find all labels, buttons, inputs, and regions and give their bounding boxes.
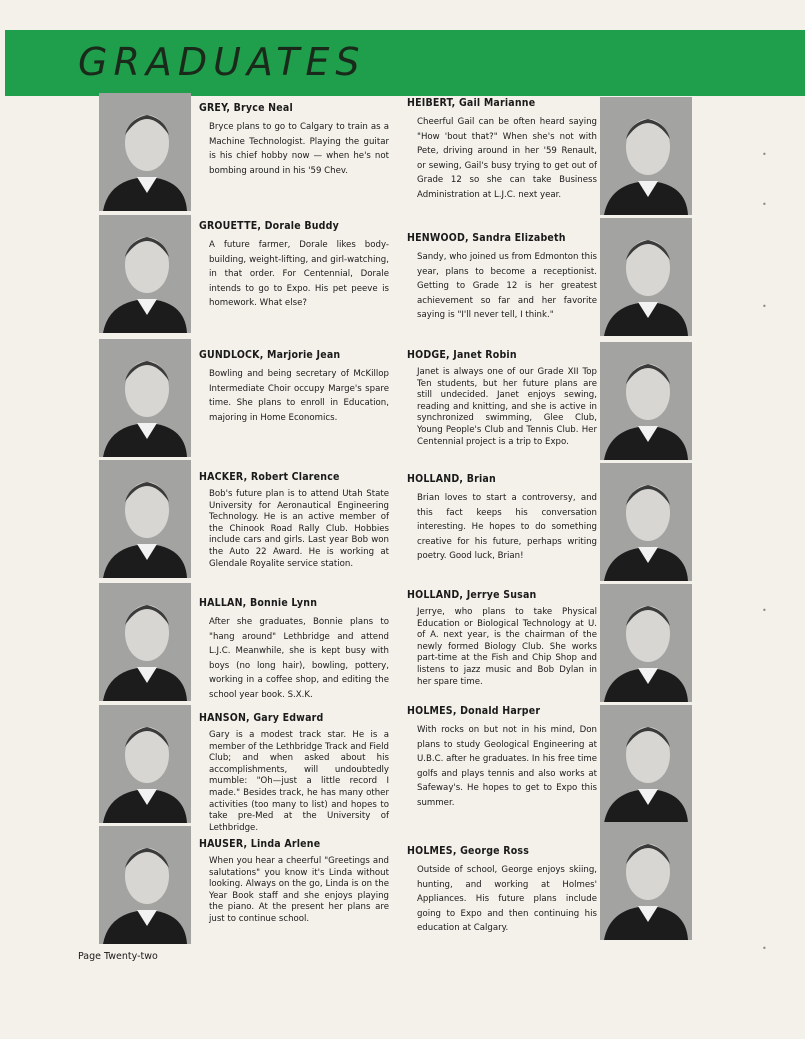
graduate-entry [407,589,597,688]
graduate-entry [199,838,389,926]
graduate-bio: When you hear a cheerful "Greetings and salutations" you know it's Linda without looking. Always on the go, Linda is on the Year Book staff and she enjoys playing the piano. At the present her plans are just to continue school. [209,856,389,924]
graduate-bio: Outside of school, George enjoys skiing, hunting, and working at Holmes' Appliances. His future plans include going to Expo and then continuing his education at Calgary. [417,865,597,933]
portrait-photo [99,705,191,823]
binding-dot-icon: • [762,302,767,311]
graduate-name: HEIBERT, Gail Marianne [407,97,536,109]
portrait-photo [600,218,692,336]
graduate-name: HODGE, Janet Robin [407,349,517,361]
portrait-photo [99,93,191,211]
graduate-bio: A future farmer, Dorale likes body-building, weight-lifting, and girl-watching, in that order. For Centennial, Dorale intends to go to Expo. His pet peeve is homework. What else? [209,240,389,308]
graduate-entry [407,845,597,936]
graduate-entry [407,232,597,323]
portrait-photo [99,339,191,457]
graduate-entry [199,102,389,178]
graduate-name: HOLMES, George Ross [407,845,530,857]
graduate-bio: Jerrye, who plans to take Physical Education or Biological Technology at U. of A. next year, is the chairman of the newly formed Biology Club. She works part-time at the Fish and Chip Shop and listens to jazz music and Bob Dylan in her spare time. [417,607,597,687]
portrait-photo [600,463,692,581]
graduate-bio: After she graduates, Bonnie plans to "hang around" Lethbridge and attend L.J.C. Meanwhile, she is kept busy with boys (no long hair), bowling, pottery, working in a coffee shop, and editing the school year book. S.X.K. [209,617,389,700]
graduate-name: GREY, Bryce Neal [199,102,293,114]
graduate-name: HENWOOD, Sandra Elizabeth [407,232,566,244]
graduate-name: HOLLAND, Brian [407,473,496,485]
graduate-entry [407,705,597,810]
portrait-photo [99,460,191,578]
graduate-bio: Janet is always one of our Grade XII Top Ten students, but her future plans are still undecided. Janet enjoys sewing, reading and knitting, and she is active in synchronized swimming, Glee Club, Young People's Club and Tennis Club. Her Centennial project is a trip to Expo. [417,367,597,447]
binding-dot-icon: • [762,150,767,159]
portrait-photo [600,822,692,940]
binding-dot-icon: • [762,200,767,209]
binding-dot-icon: • [762,606,767,615]
graduate-bio: Sandy, who joined us from Edmonton this year, plans to become a receptionist. Getting to Grade 12 is her greatest achievement so far and her favorite saying is "I'll never tell, I think." [417,252,597,320]
graduate-entry [199,471,389,570]
graduate-entry [199,597,389,702]
graduate-bio: Brian loves to start a controversy, and this fact keeps his conversation interesting. He hopes to do something creative for his future, perhaps writing poetry. Good luck, Brian! [417,493,597,561]
portrait-photo [99,215,191,333]
graduate-entry [199,349,389,425]
graduate-entry [199,712,389,834]
graduate-entry [407,473,597,564]
portrait-photo [99,826,191,944]
graduate-name: GUNDLOCK, Marjorie Jean [199,349,341,361]
graduate-entry [407,97,597,202]
graduate-name: GROUETTE, Dorale Buddy [199,220,339,232]
graduate-bio: Bob's future plan is to attend Utah State University for Aeronautical Engineering Technology. He is an active member of the Chinook Road Rally Club. Hobbies include cars and girls. Last year Bob won the Auto 22 Award. He is working at Glendale Royalite service station. [209,489,389,569]
graduate-bio: Gary is a modest track star. He is a member of the Lethbridge Track and Field Club; and when asked about his accomplishments, will undoubtedly mumble: "Oh—just a little record I made." Besides track, he has many other activities (too many to list) and hopes to take pre-Med at the University of Lethbridge. [209,730,389,833]
graduate-bio: Bryce plans to go to Calgary to train as a Machine Technologist. Playing the guitar is his chief hobby now — when he's not bombing around in his '59 Chev. [209,122,389,176]
graduate-name: HANSON, Gary Edward [199,712,324,724]
portrait-photo [99,583,191,701]
graduate-name: HOLLAND, Jerrye Susan [407,589,537,601]
portrait-photo [600,97,692,215]
graduate-bio: With rocks on but not in his mind, Don plans to study Geological Engineering at U.B.C. after he graduates. In his free time golfs and plays tennis and also works at Safeway's. He hopes to get to Expo this summer. [417,725,597,808]
graduate-name: HAUSER, Linda Arlene [199,838,321,850]
graduate-entry [407,349,597,448]
graduate-bio: Cheerful Gail can be often heard saying "How 'bout that?" When she's not with Pete, driving around in her '59 Renault, or sewing, Gail's busy trying to get out of Grade 12 so she can take Business Administration at L.J.C. next year. [417,117,597,200]
graduate-entry [199,220,389,311]
graduate-name: HOLMES, Donald Harper [407,705,541,717]
page-title: GRADUATES [78,40,366,84]
graduate-name: HACKER, Robert Clarence [199,471,340,483]
binding-dot-icon: • [762,944,767,953]
graduate-bio: Bowling and being secretary of McKillop Intermediate Choir occupy Marge's spare time. She plans to enroll in Education, majoring in Home Economics. [209,369,389,423]
portrait-photo [600,705,692,823]
page-number: Page Twenty-two [78,951,158,962]
portrait-photo [600,584,692,702]
graduate-name: HALLAN, Bonnie Lynn [199,597,318,609]
portrait-photo [600,342,692,460]
